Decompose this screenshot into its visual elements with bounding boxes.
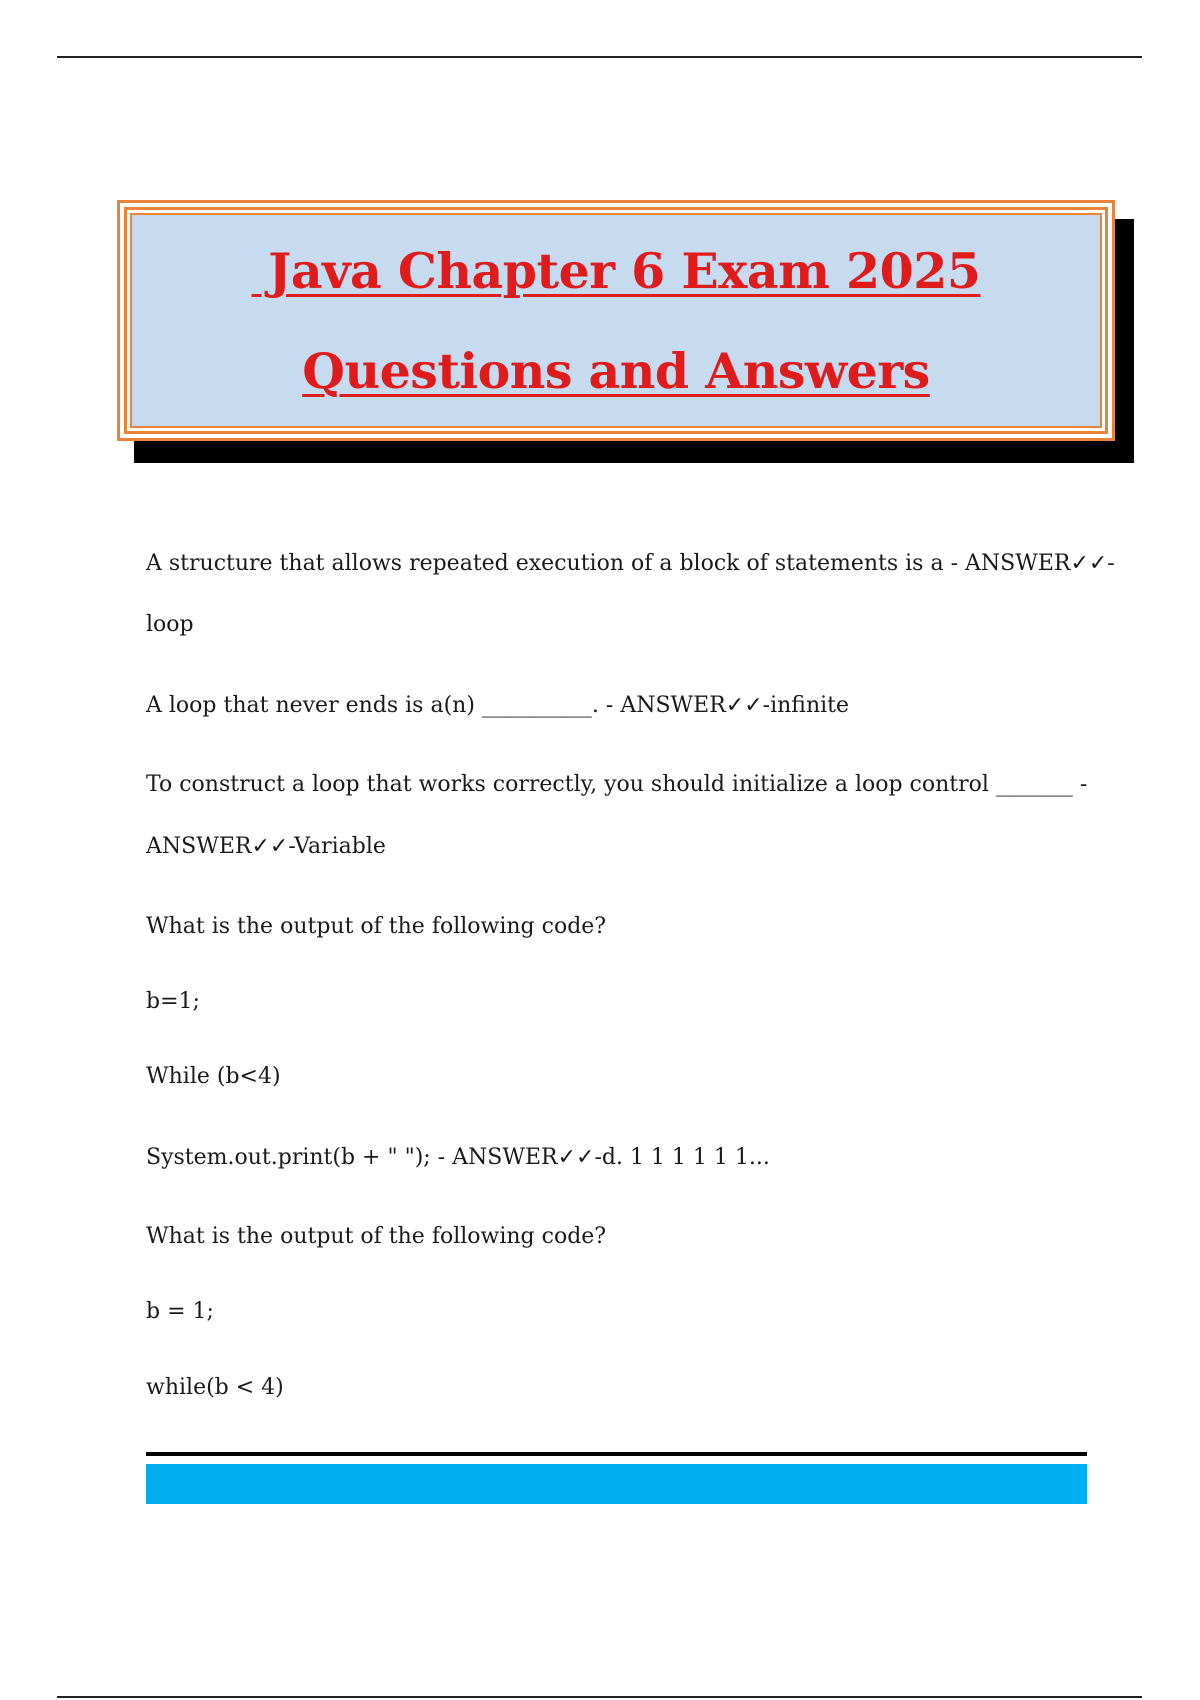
title-line-2: Questions and Answers	[302, 341, 930, 400]
code-line-4: b = 1;	[146, 1299, 214, 1324]
code-line-1: b=1;	[146, 989, 200, 1014]
title-box	[130, 213, 1102, 428]
question-3-text: To construct a loop that works correctly, you should initialize a loop control _______ -	[146, 772, 1088, 797]
question-5-text: What is the output of the following code?	[146, 1224, 607, 1249]
bottom-rule	[57, 1696, 1142, 1698]
answer-3-text: ANSWER✓✓-Variable	[146, 834, 386, 859]
question-2-text: A loop that never ends is a(n) __________. - ANSWER✓✓-infinite	[146, 693, 850, 718]
question-1-text: A structure that allows repeated execution of a block of statements is a - ANSWER✓✓-	[146, 551, 1115, 576]
code-line-3-answer: System.out.print(b + " "); - ANSWER✓✓-d. 1 1 1 1 1 1...	[146, 1145, 770, 1170]
title-frame-inner	[124, 207, 1108, 434]
top-rule	[57, 56, 1142, 58]
footer-bar	[146, 1464, 1087, 1504]
answer-1-text: loop	[146, 612, 194, 637]
title-line-1: Java Chapter 6 Exam 2025	[251, 241, 981, 300]
code-line-5: while(b < 4)	[146, 1375, 284, 1400]
code-line-2: While (b<4)	[146, 1064, 281, 1089]
footer-rule	[146, 1452, 1087, 1456]
question-4-text: What is the output of the following code?	[146, 914, 607, 939]
title-frame	[117, 200, 1115, 441]
